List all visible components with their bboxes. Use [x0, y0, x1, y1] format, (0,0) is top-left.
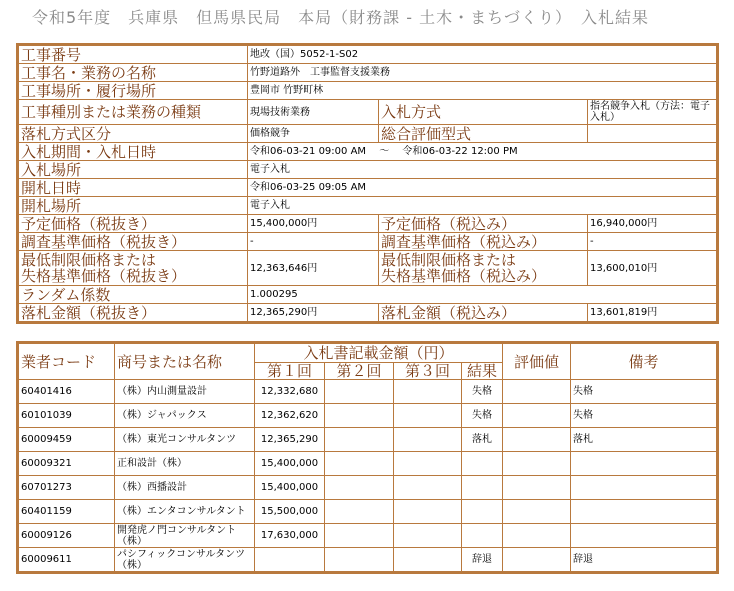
label: 工事場所・履行場所 — [19, 82, 247, 99]
cell-r1: 15,500,000 — [255, 500, 324, 523]
cell-result: 失格 — [462, 404, 502, 427]
header-result: 結果 — [462, 363, 502, 379]
cell-code: 60101039 — [19, 404, 114, 427]
label: 総合評価型式 — [379, 125, 587, 142]
cell-r2 — [325, 380, 393, 403]
row-period — [19, 143, 716, 160]
cell-r2 — [325, 548, 393, 571]
table-row — [19, 428, 716, 451]
label: 開札場所 — [19, 197, 247, 214]
cell-r3 — [394, 524, 461, 547]
row-open-date — [19, 179, 716, 196]
cell-r3 — [394, 380, 461, 403]
cell-note — [571, 524, 716, 547]
cell-score — [503, 380, 570, 403]
cell-r1: 17,630,000 — [255, 524, 324, 547]
value: 15,400,000円 — [248, 215, 378, 232]
cell-name: （株）ジャパックス — [115, 404, 254, 427]
cell-note — [571, 452, 716, 475]
cell-note — [571, 476, 716, 499]
row-open-place — [19, 197, 716, 214]
value: 指名競争入札（方法：電子入札） — [588, 100, 716, 124]
cell-name: 正和設計（株） — [115, 452, 254, 475]
cell-name: （株）西播設計 — [115, 476, 254, 499]
cell-r3 — [394, 476, 461, 499]
cell-name: パシフィックコンサルタンツ（株） — [115, 548, 254, 571]
header-code: 業者コード — [19, 344, 114, 379]
value: 現場技術業務 — [248, 100, 378, 124]
row-award-amount — [19, 304, 716, 321]
value: 令和06-03-21 09:00 AM ～ 令和06-03-22 12:00 PM — [248, 143, 716, 160]
value: 電子入札 — [248, 161, 716, 178]
label: 工事種別または業務の種類 — [19, 100, 247, 124]
cell-r2 — [325, 452, 393, 475]
row-name — [19, 64, 716, 81]
cell-r3 — [394, 404, 461, 427]
table-row — [19, 476, 716, 499]
cell-code: 60701273 — [19, 476, 114, 499]
row-estimate — [19, 215, 716, 232]
cell-score — [503, 500, 570, 523]
cell-score — [503, 452, 570, 475]
value — [588, 125, 716, 142]
row-type — [19, 100, 716, 124]
value: 16,940,000円 — [588, 215, 716, 232]
cell-name: （株）東光コンサルタンツ — [115, 428, 254, 451]
cell-r1: 12,362,620 — [255, 404, 324, 427]
value: 12,363,646円 — [248, 251, 378, 285]
value: 電子入札 — [248, 197, 716, 214]
value: - — [588, 233, 716, 250]
label: 落札方式区分 — [19, 125, 247, 142]
page-title: 令和5年度 兵庫県 但馬県民局 本局（財務課 - 土木・まちづくり） 入札結果 — [32, 8, 649, 27]
header-note: 備考 — [571, 344, 716, 379]
label: 予定価格（税込み） — [379, 215, 587, 232]
cell-r3 — [394, 548, 461, 571]
bidders-table — [16, 341, 719, 574]
cell-r1 — [255, 548, 324, 571]
cell-r1: 12,365,290 — [255, 428, 324, 451]
row-min-price — [19, 251, 716, 285]
cell-result — [462, 524, 502, 547]
cell-r1: 15,400,000 — [255, 452, 324, 475]
cell-r2 — [325, 428, 393, 451]
row-koji-no — [19, 46, 716, 63]
label: 工事名・業務の名称 — [19, 64, 247, 81]
cell-note — [571, 500, 716, 523]
cell-r2 — [325, 524, 393, 547]
row-award-type — [19, 125, 716, 142]
label: 工事番号 — [19, 46, 247, 63]
value: 竹野道路外 工事監督支援業務 — [248, 64, 716, 81]
header-round-2: 第２回 — [325, 363, 393, 379]
cell-score — [503, 428, 570, 451]
row-random — [19, 286, 716, 303]
table-row — [19, 380, 716, 403]
label: 調査基準価格（税抜き） — [19, 233, 247, 250]
cell-score — [503, 404, 570, 427]
header-name: 商号または名称 — [115, 344, 254, 379]
row-place — [19, 82, 716, 99]
header-row — [19, 344, 716, 362]
cell-code: 60401159 — [19, 500, 114, 523]
cell-r2 — [325, 476, 393, 499]
cell-score — [503, 548, 570, 571]
value: 13,601,819円 — [588, 304, 716, 321]
header-round-3: 第３回 — [394, 363, 461, 379]
cell-r1: 12,332,680 — [255, 380, 324, 403]
cell-note: 失格 — [571, 380, 716, 403]
cell-note: 辞退 — [571, 548, 716, 571]
cell-name: （株）エンタコンサルタント — [115, 500, 254, 523]
cell-r1: 15,400,000 — [255, 476, 324, 499]
label: 予定価格（税抜き） — [19, 215, 247, 232]
cell-result: 失格 — [462, 380, 502, 403]
cell-code: 60401416 — [19, 380, 114, 403]
cell-result — [462, 476, 502, 499]
table-row — [19, 404, 716, 427]
cell-name: 開発虎ノ門コンサルタント（株） — [115, 524, 254, 547]
header-amount: 入札書記載金額（円） — [255, 344, 502, 362]
label — [379, 251, 587, 285]
label — [19, 251, 247, 285]
cell-result: 落札 — [462, 428, 502, 451]
cell-r3 — [394, 500, 461, 523]
label: 入札方式 — [379, 100, 587, 124]
label: 入札期間・入札日時 — [19, 143, 247, 160]
label: 調査基準価格（税込み） — [379, 233, 587, 250]
cell-r3 — [394, 452, 461, 475]
cell-score — [503, 476, 570, 499]
bid-info-table — [16, 43, 719, 324]
table-row — [19, 500, 716, 523]
cell-code: 60009459 — [19, 428, 114, 451]
label-line2: 失格基準価格（税込み） — [381, 267, 547, 285]
table-row — [19, 452, 716, 475]
cell-score — [503, 524, 570, 547]
value: 1.000295 — [248, 286, 716, 303]
value: 13,600,010円 — [588, 251, 716, 285]
header-score: 評価値 — [503, 344, 570, 379]
label-line1: 最低制限価格または — [21, 251, 157, 269]
row-survey — [19, 233, 716, 250]
cell-name: （株）内山測量設計 — [115, 380, 254, 403]
cell-r3 — [394, 428, 461, 451]
value: 12,365,290円 — [248, 304, 378, 321]
label-line1: 最低制限価格または — [381, 251, 517, 269]
label: 落札金額（税抜き） — [19, 304, 247, 321]
cell-code: 60009611 — [19, 548, 114, 571]
header-round-1: 第１回 — [255, 363, 324, 379]
value: - — [248, 233, 378, 250]
cell-result: 辞退 — [462, 548, 502, 571]
label-line2: 失格基準価格（税抜き） — [21, 267, 187, 285]
value: 地改（国）5052-1-S02 — [248, 46, 716, 63]
cell-result — [462, 500, 502, 523]
label: ランダム係数 — [19, 286, 247, 303]
cell-code: 60009126 — [19, 524, 114, 547]
value: 豊岡市 竹野町林 — [248, 82, 716, 99]
label: 開札日時 — [19, 179, 247, 196]
cell-code: 60009321 — [19, 452, 114, 475]
cell-r2 — [325, 500, 393, 523]
label: 落札金額（税込み） — [379, 304, 587, 321]
table-row — [19, 548, 716, 571]
value: 価格競争 — [248, 125, 378, 142]
cell-note: 落札 — [571, 428, 716, 451]
value: 令和06-03-25 09:05 AM — [248, 179, 716, 196]
cell-note: 失格 — [571, 404, 716, 427]
table-row — [19, 524, 716, 547]
label: 入札場所 — [19, 161, 247, 178]
cell-result — [462, 452, 502, 475]
cell-r2 — [325, 404, 393, 427]
row-bid-place — [19, 161, 716, 178]
